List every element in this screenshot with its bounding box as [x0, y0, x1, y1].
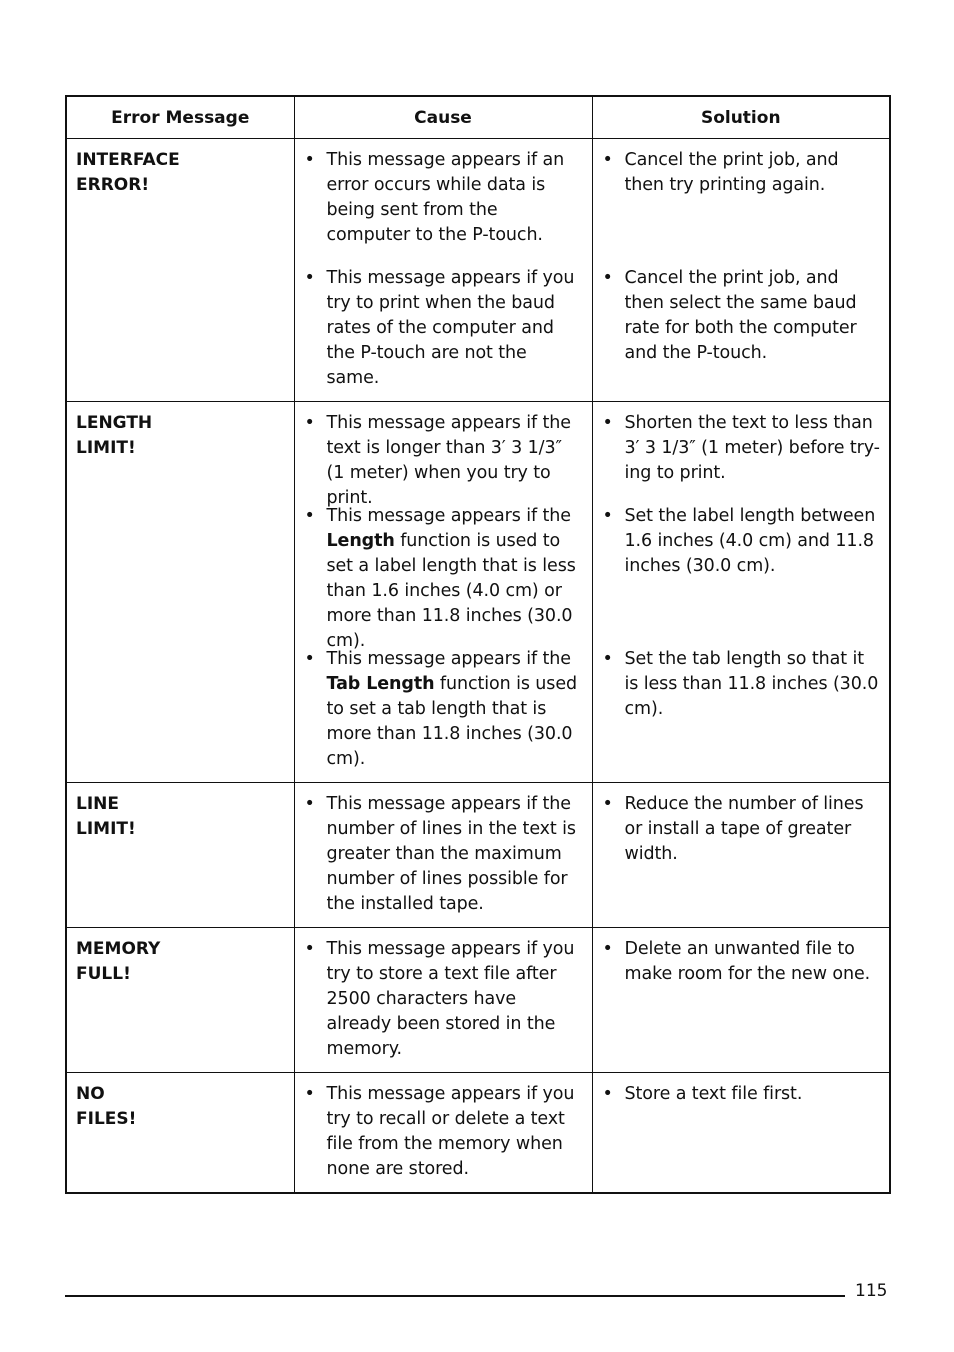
solution-item: • Delete an unwanted file to make room for the new one.	[602, 937, 882, 987]
cause-item	[304, 504, 584, 651]
error-message-cell	[66, 139, 294, 402]
error-message-cell	[66, 783, 294, 928]
error-message-line: FILES!	[76, 1109, 137, 1129]
solution-cell	[592, 139, 890, 402]
cause-cell	[294, 139, 592, 402]
error-message-line: FULL!	[76, 964, 131, 984]
solution-cell	[592, 783, 890, 928]
error-message-line: MEMORY	[76, 939, 161, 959]
cause-item: • This message appears if the text is longer than 3′ 3 1/3″ (1 meter) when you try to print.	[304, 411, 584, 486]
cause-cell	[294, 783, 592, 928]
error-message-line: LIMIT!	[76, 819, 136, 839]
solution-cell	[592, 1073, 890, 1194]
error-message-cell	[66, 1073, 294, 1194]
table-row	[66, 928, 890, 1073]
cause-item	[304, 647, 584, 772]
cause-item: • This message appears if you try to recall or delete a text file from the memory when none are stored.	[304, 1082, 584, 1182]
table-row	[66, 402, 890, 783]
cause-cell	[294, 1073, 592, 1194]
solution-item: • Reduce the number of lines or install a tape of greater width.	[602, 792, 882, 867]
error-message-table	[65, 95, 891, 1194]
error-message-cell	[66, 928, 294, 1073]
cause-text: function is used to set a label length that is less than 1.6 inches (4.0 cm) or more than 11.8 inches (30.0 cm).	[326, 531, 576, 651]
cause-cell	[294, 402, 592, 783]
table-header-row	[66, 96, 890, 139]
page-number: 115	[855, 1281, 888, 1301]
error-message-line: INTERFACE	[76, 150, 180, 170]
error-message-line: LIMIT!	[76, 438, 136, 458]
error-message-line: LENGTH	[76, 413, 153, 433]
cause-cell	[294, 928, 592, 1073]
error-message-cell	[66, 402, 294, 783]
solution-item: • Store a text file first.	[602, 1082, 882, 1107]
error-message-line: NO	[76, 1084, 105, 1104]
solution-item: • Cancel the print job, and then select the same baud rate for both the computer and the P-touch.	[602, 266, 882, 366]
cause-item: • This message appears if the number of lines in the text is greater than the maximum number of lines possible for the installed tape.	[304, 792, 584, 917]
cause-item: • This message appears if you try to print when the baud rates of the computer and the P-touch are not the same.	[304, 266, 584, 391]
header-solution: Solution	[592, 96, 890, 139]
error-message-line: LINE	[76, 794, 119, 814]
cause-text: function is used to set a tab length that is more than 11.8 inches (30.0 cm).	[326, 674, 577, 769]
solution-cell	[592, 928, 890, 1073]
cause-item: • This message appears if an error occurs while data is being sent from the computer to the P-touch.	[304, 148, 584, 248]
solution-item: • Set the tab length so that it is less than 11.8 inches (30.0 cm).	[602, 647, 882, 722]
solution-item: • Set the label length between 1.6 inches (4.0 cm) and 11.8 inches (30.0 cm).	[602, 504, 882, 629]
function-name-tab-length: Tab Length	[326, 674, 435, 694]
footer-rule	[65, 1295, 845, 1297]
cause-text: This message appears if the	[326, 506, 571, 526]
solution-item: • Cancel the print job, and then try printing again.	[602, 148, 882, 248]
header-cause: Cause	[294, 96, 592, 139]
table-row	[66, 139, 890, 402]
function-name-length: Length	[326, 531, 395, 551]
header-error-message: Error Message	[66, 96, 294, 139]
cause-item: • This message appears if you try to store a text file after 2500 characters have already been stored in the memory.	[304, 937, 584, 1062]
error-message-line: ERROR!	[76, 175, 150, 195]
solution-cell	[592, 402, 890, 783]
solution-item: • Shorten the text to less than 3′ 3 1/3″ (1 meter) before try-ing to print.	[602, 411, 882, 486]
table-row	[66, 1073, 890, 1194]
cause-text: This message appears if the	[326, 649, 571, 669]
table-row	[66, 783, 890, 928]
